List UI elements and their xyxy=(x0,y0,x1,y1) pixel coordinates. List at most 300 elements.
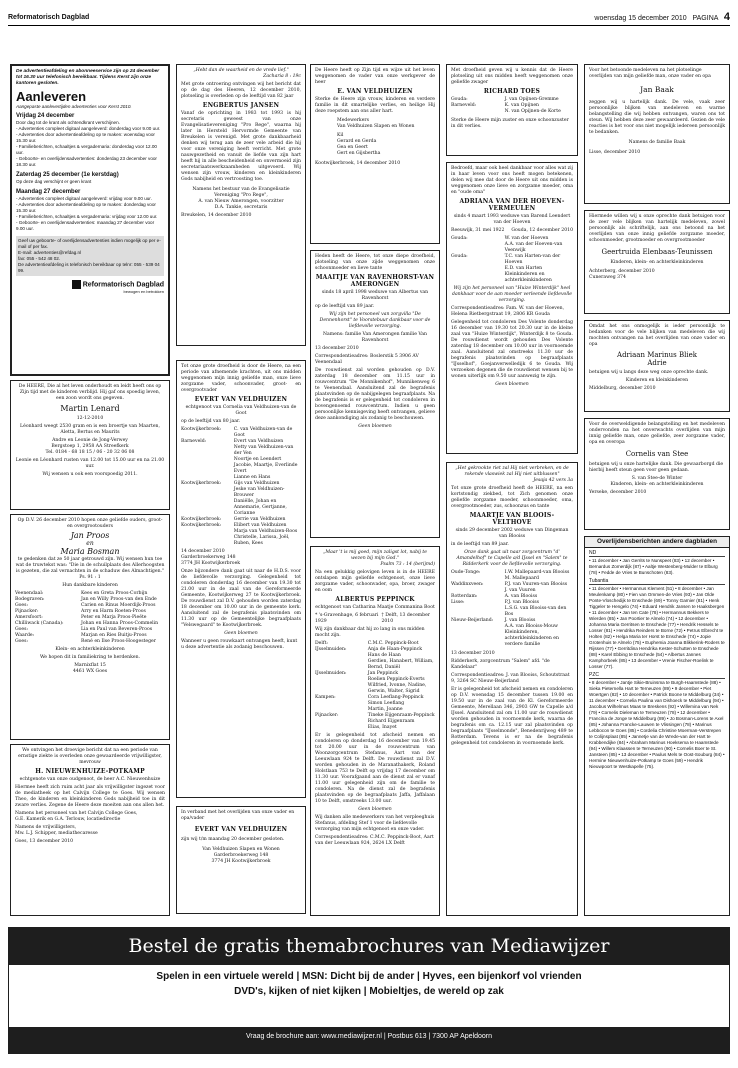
notice-text: Tot onze grote droefheid is door de Heere, na een periode van afnemende krachten, uit ons midden weggenomen mijn innig geliefde man, onze lieve zorgzame vader, schoonvader, groot- en overgrootvader xyxy=(181,364,301,393)
family-names: Peter en Marja Proos-Pieëte xyxy=(81,615,147,620)
family-place: Veenendaal: xyxy=(15,591,44,596)
notice-sign: Namens: familie Van Amerongen familie Van Ravenhorst xyxy=(323,332,427,343)
notice-line: Leonie en Léonhard rusten van 12.00 tot 15.00 uur en na 21.00 uur. xyxy=(15,458,165,469)
family-names: Simon Leeflang xyxy=(367,701,405,706)
family-names: René en Ilse Proos-Hoogesteger xyxy=(81,639,156,644)
notice-text: Met droefheid geven wij u kennis dat de Heere plotseling uit ons midden heeft weggenomen onze geliefde zwager xyxy=(451,68,573,85)
obituary-jansen xyxy=(176,64,306,346)
family-place xyxy=(181,499,234,517)
birth-death-line xyxy=(451,228,573,234)
family-names: I.W. Mallepaard-van Blooiss xyxy=(504,570,570,575)
family-row xyxy=(181,487,301,499)
notice-care: Wij zijn het personeel van "Huize Winterdijk" heel dankbaar voor de aan moeder verleende liefdevolle verzorging. xyxy=(452,286,572,303)
overview-nd-list: • 11 december • Jan Gerrits te Nunspeet (83) • 12 december • Bernardus Zomerdijk (87) • Aaltje Westenberg-Mulder te Elburg (78) • Fedde de Vries te Bunschoten (83). xyxy=(589,558,718,575)
family-names: A. van Blooiss xyxy=(504,594,538,599)
family-names: Gerdien, Hanabert, William, Bernd, Daniël xyxy=(367,659,434,670)
notice-text: Met grote ontroering ontvingen wij het bericht dat op de dag des Heeren, 12 december 2010, plotseling is overleden op de leeftijd van 82 jaar xyxy=(181,82,301,99)
family-names: Roelien Peppinck-Everts xyxy=(367,677,425,682)
family-place: Nieuw-Beijerland: xyxy=(451,618,494,623)
notice-sign: Kinderen, klein- en achterkleinkinderen xyxy=(610,482,704,487)
family-row xyxy=(451,254,573,266)
notice-sign: Gerard en Gerda xyxy=(337,139,377,144)
family-place: Amersfoort: xyxy=(15,615,43,620)
notice-line: Andre en Leonie de Jong-Verwey xyxy=(52,438,128,443)
overview-nd-tag: ND xyxy=(589,550,725,557)
family-row xyxy=(315,659,435,671)
notice-sign: Van Veldhuizen Slapen en Wonen xyxy=(337,124,415,129)
family-names: Arry en Harm Roeten-Proos xyxy=(81,609,146,614)
family-row xyxy=(451,109,573,115)
family-names: Kleinkinderen en achterkleinkinderen xyxy=(504,272,552,283)
info-title: Aanleveren xyxy=(16,89,87,104)
notice-born: * 's-Gravenhage, 6 februari 1929 xyxy=(315,613,379,624)
overview-tubantia-list: • 11 december • Hermannus Klement (51) • 8 december • Jan Meulenkamp (80) • Fien van Ommen-de Vries (93) • Jan Olde Ponte-Vloschedijk te Enschede (69) • Tonny Garnier (81) • Henk Tiggeler te Hengelo (74) • Eduard Hendrik Jansen te Haaksbergen • 11 december • Jan ten Cate (78) • Hermannus Bekkers te Wierden (85) • Jan Poortier te Almelo (74) • 12 december • Johanna Maria Gerritsen te Enschede (77) • Hendrik Hessels te Losser (81) • Hendrika Reinders te Borne (72) • Petrus Elbrecht te Holten (82) • Helga Maria ter Horst te Enschede (74) • Jopie Grotenhuis te Almelo (75) • Euphemia Joanna Blikkerink-Roders te Rijssen (77) • Gerritdina Hendrika Kester-Schutten te Enschede (88) • Karel Ebbing te Enschede (54) • Albertus Jannes Kamphorbeek (85) • 13 december • Vrenie Fischer-Roelink te Losser (77). xyxy=(589,586,725,669)
family-names: L.S.G. van Blooiss-van den Bos xyxy=(504,606,567,617)
family-place xyxy=(181,535,234,547)
notice-place: Achterberg, december 2010 xyxy=(589,269,655,274)
obituary-peppinck xyxy=(310,546,440,916)
family-names: Johan en Hanna Proos-Commelin xyxy=(81,621,159,626)
notice-date: 12-12-2010 xyxy=(76,416,104,421)
notice-name: EVERT VAN VELDHUIZEN xyxy=(194,826,288,833)
family-names: Jan en Willy Proos-van den Ende xyxy=(81,597,157,602)
overview-tubantia-tag: Tubantia xyxy=(589,578,725,585)
notice-text: In verband met het overlijden van onze vader en opa/vader xyxy=(181,810,295,821)
notice-city: 3774 JH Kootwijkerbroek xyxy=(181,561,241,566)
rd-logo-icon xyxy=(72,280,81,289)
notice-died: † Delft, 13 december 2010 xyxy=(381,613,430,624)
notice-thanks: Hun dankbare kinderen xyxy=(62,583,118,588)
ad-title: Bestel de gratis themabrochures van Mediawijzer xyxy=(128,935,610,957)
family-names: J. van Opijnen-Gremme xyxy=(504,97,559,102)
family-names: Jeske van Veldhuizen-Brouwer xyxy=(233,487,285,498)
notice-body: Onze bijzondere dank gaat uit naar de H.D.S. voor de liefdevolle verzorging. Gelegenheid tot condoleren donderdag 16 december van 19.30 tot 21.00 uur in de zaal van de Gereformeerde Gemeente, Kootwijkerweg 27 te Kootwijkerbroek. De rouwdienst zal D.V. gehouden worden zaterdag 18 december om 10.00 uur in de gemeente kerk. Aansluitend zal de begrafenis plaatsvinden om 11.30 uur op de Gemeentelijke begraafplaats "Velswegaard" te Kootwijkerbroek. xyxy=(181,569,301,628)
notice-name: Geertruida Elenbaas-Teunissen xyxy=(601,248,713,256)
notice-grand: Klein- en achterkleinkinderen xyxy=(55,647,125,652)
family-place xyxy=(451,272,505,284)
family-place: Rotterdam: xyxy=(451,594,478,599)
notice-text: Omdat het ons onmogelijk is ieder persoonlijk te bedanken voor de vele blijken van medeleven die wij mochten ontvangen na het overlijden van onze vader en opa xyxy=(589,324,725,347)
family-names: Martin, Joanne xyxy=(367,707,403,712)
notice-text: Bedroefd, maar ook heel dankbaar voor alles wat zij in haar leven voor ons heeft mogen betekenen, delen wij mee dat door de Heere uit ons midden is weggenomen onze lieve en zorgzame moeder, oma en "oude oma" xyxy=(451,166,573,195)
notice-name: Jan Proos xyxy=(70,531,110,540)
notice-body: Sterke de Heere mijn zuster en onze schoonzuster in dit verlies. xyxy=(451,118,569,129)
family-place: Pijnacker: xyxy=(15,609,39,614)
notice-note: Wij danken alle medewerkers van het verpleeghuis Stefanus, afdeling Stef 1 voor de liefdevolle verzorging van mijn echtgenoot en onze vader. xyxy=(315,815,435,832)
family-place: Waarde: xyxy=(15,633,35,638)
notice-name: Martin Lenard xyxy=(60,404,120,413)
notice-name: MAARTJE VAN BLOOIS-VELTHOVE xyxy=(469,512,555,526)
info-line: - Geboorte- en overlijdensadvertenties: donderdag 23 december voor 18.30 uur. xyxy=(16,156,157,167)
notice-name: RICHARD TOES xyxy=(483,88,541,95)
family-row xyxy=(451,242,573,254)
family-names: Daniëlle, Johan en Annemarie, Gertjanne, Corianne xyxy=(233,499,287,516)
notice-sub: echtgenoot van Cornelia van Veldhuizen-van de Goot xyxy=(185,405,297,416)
notice-name: E. VAN VELDHUIZEN xyxy=(337,88,413,95)
notice-date: 13 december 2010 xyxy=(315,346,359,351)
info-section-head: Maandag 27 december xyxy=(16,189,81,195)
notice-sign: Gert en Gijsbertha xyxy=(337,151,381,156)
family-names: Gijs van Veldhuizen xyxy=(233,481,280,486)
obituary-toes xyxy=(446,64,578,156)
family-place: Oude-Tonge: xyxy=(451,570,481,575)
family-place: Kampen: xyxy=(315,695,336,700)
notice-sign: Namens het bestuur van de Evangelisatie Vereniging "Pro Rege", xyxy=(192,187,290,198)
notice-quote: „Maar 't is mij goed, mijn zaligst lot, nabij te wezen bij mijn God." xyxy=(323,550,427,561)
birth-notice-lenard xyxy=(10,380,170,510)
notice-text: De HEERE, Die al het leven onderhoudt en leidt heeft ons op Zijn tijd met de kinderen verblijd. Hij gaf ons spoedig leven, een zoon wordt ons gegeven. xyxy=(18,384,162,401)
family-place xyxy=(315,725,368,731)
family-row xyxy=(451,630,573,648)
notice-name: EVERT VAN VELDHUIZEN xyxy=(194,396,288,403)
notice-sub: echtgenoot van Catharina Maatje Commanina Boot xyxy=(315,605,435,610)
family-row xyxy=(181,499,301,517)
notice-flowers: Geen bloemen xyxy=(358,424,392,429)
family-row xyxy=(15,639,165,645)
notice-sign: D.A. Tankie, secretaris xyxy=(214,205,268,210)
family-place: Goes: xyxy=(15,627,29,632)
notice-flowers: Geen bloemen xyxy=(224,631,258,636)
notice-sub: sinds 29 december 2002 weduwe van Dingeman van Blooiss xyxy=(455,528,569,539)
family-place: IJsselmuiden: xyxy=(315,647,347,652)
family-place xyxy=(451,109,505,115)
notice-care: Wij zijn het personeel van zorgvilla "De Dennenhorst" te Voorstebuur dankbaar voor de liefdevolle verzorging. xyxy=(319,312,431,329)
family-names: C. van Veldhuizen-van de Goot xyxy=(233,427,293,438)
family-names: Tineke Eijgenraam-Peppinck xyxy=(367,713,435,718)
family-names: M. Mallepaard xyxy=(504,576,539,581)
rd-logo xyxy=(16,280,164,295)
family-row xyxy=(181,535,301,547)
notice-text: Tot onze grote droefheid heeft de HEERE, na een kortstondig ziekbed, tot Zich genomen onze geliefde zorgzame moeder, schoonmoeder, oma, overgrootmoeder, zus, schoonzus en tante xyxy=(451,486,573,509)
notice-address: Cuneraweg 374 xyxy=(589,275,626,280)
family-place: Chilliwack (Canada): xyxy=(15,621,64,626)
family-names: T.C. van Harten-van der Hoeven xyxy=(504,254,561,265)
notice-text: Na een gelukkig gelovigen leven is in de HEERE ontslapen mijn geliefde echtgenoot, onze lieve zorgzame vader, schoonvader, opa, broer, zwager en oom xyxy=(315,570,435,593)
notice-line: Bergstoep 1, 2958 AA Streefkerk xyxy=(51,444,129,449)
family-names: J. van Vuuren xyxy=(504,588,536,593)
notice-place: Breukelen, 14 december 2010 xyxy=(181,213,252,218)
family-row xyxy=(181,427,301,439)
family-names: J. van Blooiss xyxy=(504,618,536,623)
family-list xyxy=(451,570,573,648)
notice-body: Er is gelegenheid tot afscheid nemen en condoleren op D.V. woensdag 15 december tussen 19.00 en 19.50 uur in de zaal van de Kl. Gereformeerde Gemeente, Merellaan 346, 2903 GW te Capelle a/d IJssel. Aansluitend zal om 11.00 uur de rouwdienst worden gehouden in voornoemde kerk, waarna de begrafenis om ca. 12.15 uur zal plaatsvinden op begraafplaats "IJsselmonde", Benedenrijweg 489 te Rotterdam. Tevens is er na de begrafenis gelegenheid tot condoleren in voornoemde kerk. xyxy=(451,687,573,746)
notice-sign: S. van Stee-de Winter xyxy=(631,476,683,481)
info-line: - Familieberichten, schaaltjes & vergadernaria: vrijdag voor 12.00 uur. xyxy=(16,214,158,219)
info-line: - Advertenties door advertentieafdeling op te maken: woensdag voor 15.30 uur. xyxy=(16,132,155,143)
notice-sign: Kinderen, klein- en achterkleinkinderen xyxy=(610,260,704,265)
mediawijzer-ad[interactable] xyxy=(8,927,730,1054)
info-intro: De advertentieafdeling en abonneeservice zijn op 24 december tot 16.30 uur telefonisch bereikbaar. Tijdens Kerst zijn onze kantoren gesloten. xyxy=(16,69,160,86)
overview-title: Overlijdensberichten andere dagbladen xyxy=(585,537,729,548)
notice-and: en xyxy=(86,540,94,547)
family-row xyxy=(315,683,435,695)
family-place: Pijnacker: xyxy=(315,713,339,718)
notice-sign: A. van Nieuw Amerongen, voorzitter xyxy=(198,199,284,204)
notice-address: Marnixflat 15 xyxy=(74,663,106,668)
notice-body: betuigen wij u langs deze weg onze oprechte dank. xyxy=(589,370,709,375)
family-place: Gouda: xyxy=(451,97,468,102)
notice-body: De rouwdienst zal worden gehouden op D.V. zaterdag 18 december om 11.15 uur in rouwcentrum "De Monnikenhof", Munnikenweg 6 te Veenendaal. Aansluitend zal de begrafenis plaatsvinden op de nabijgelegen begraafplaats. Na de begrafenis is er gelegenheid tot condoleren in bovengenoemd rouwcentrum. Indien u geen persoonlijke kennisgeving heeft ontvangen, gelieve deze aankondiging als zodanig te beschouwen. xyxy=(315,368,435,421)
family-place: Lisse: xyxy=(451,600,465,605)
info-line: - Advertenties compleet digitaal aangeleverd: donderdag voor 9.00 uur. xyxy=(16,126,161,131)
family-place: Kootwijkerbroek: xyxy=(181,517,222,522)
family-names: W. van der Hoeven xyxy=(504,236,549,241)
info-line: Door dag tot de krant als ochtendkrant verschijnen. xyxy=(16,120,120,125)
family-names: A.A. van der Hoeven-van Veenwijk xyxy=(504,242,563,253)
contact-line: Geef uw geboorte- of overlijdensadvertenties indien mogelijk op per e-mail of per fax. xyxy=(18,238,161,249)
family-names: Cora Leeflang-Peppinck xyxy=(367,695,424,700)
notice-sign: Namens de vrijwilligsters, xyxy=(15,825,77,830)
rd-logo-text: Reformatorisch Dagblad xyxy=(82,281,164,289)
family-place xyxy=(451,242,505,254)
family-place xyxy=(451,630,505,648)
notice-address: Correspondentieadres: Boslerstik 5 3906 AV Veenendaal xyxy=(315,354,419,365)
notice-ref: Zacharia 8 : 19c xyxy=(263,74,301,79)
notice-died: Gouda, 12 december 2010 xyxy=(511,228,573,233)
notice-text: Voor het betoonde medeleven na het plotselinge overlijden van mijn geliefde man, onze vader en opa xyxy=(589,68,711,79)
overview-pzc-list: • 8 december • Jantje Sikie-Bruinsma te Burgh-Haamstede (88) • Sieka Pieternella Hart te Terneuzen (89) • 9 december • Piet Woertgen (82) • 10 december • Patrick Boone te Middelburg (34) • 11 december • Cornelia Paulina van Dishoeck te Middelburg (94) • Jacobus Wilhelmus Maas te Breskens (92) • Willemina van Nek (79) • Cornelis Dieleman te Terneuzen (78) • 12 december • Francina de Jonge te Middelburg (89) • Jo Bosman-Lorens te Axel (85) • Johanna Francke-Lauwen te Vlissingen (78) • Marinus Lebbocon te Goes (85) • Cordelia Christine Moerman-Verstrepen te Colijnsplaat (85) • Jannetje van de Wrede-van der Hart te Krabbendijke (84) • Abraham Marinus Hoeksema te Haamstede (94) • Willem Klaassen te Terneuzen (90) • Cornelis Boer te St. Jansteen (85) • 13 december • Paulus Mels te Oost-Souburg (84) • Hermine Nieuwenhuize-Potkamp te Goes (59) • Hendrik Nieuwpoort te Westkapelle (75). xyxy=(589,680,725,769)
ad-topic-line: Spelen in een virtuele wereld | MSN: Dicht bij de ander | Hyves, een bijenkorf vol vrienden xyxy=(156,971,582,982)
family-names: Wilfried, Ivonne, Nadine, Gerwin, Walter, Sigrid xyxy=(367,683,427,694)
contact-line: De advertentieafdeling is telefonisch bereikbaar op telnr: 055 - 539 04 99. xyxy=(18,262,160,273)
notice-flowers: Geen bloemen xyxy=(495,382,529,387)
family-place xyxy=(451,606,505,618)
family-place: Delft: xyxy=(315,641,328,646)
family-place: Kootwijkerbroek: xyxy=(181,427,222,432)
closing-notice-veldhuizen xyxy=(176,806,306,914)
notice-body: betuigen wij u onze hartelijke dank. Die gewaarborgd die hierbij heeft steun geen voor geen gedaan. xyxy=(589,462,724,473)
family-place: Bodegraven: xyxy=(15,597,45,602)
info-box-aanleveren xyxy=(10,64,170,376)
notice-address: Garderbroekerweg 148 xyxy=(213,853,269,858)
obituary-velthove xyxy=(446,462,578,916)
notice-sign: Gea en Geert xyxy=(337,145,368,150)
family-place xyxy=(181,445,234,457)
notice-date: 13 december 2010 xyxy=(451,651,495,656)
family-names: P.J. van Vuuren-van Blooiss xyxy=(504,582,568,587)
notice-sign: Namens het personeel van het Calvijn College Goes, xyxy=(15,811,138,816)
family-names: Kees en Greta Proos-Corbijn xyxy=(81,591,148,596)
notice-line: Léonhard weegt 2530 gram en is een broertje van Maarten, Aletta, Bertus en Maurits xyxy=(20,424,160,435)
notice-home: We hopen dit in familiekring te herdenken. xyxy=(39,655,141,660)
notice-address: Correspondentieadres: C.M.C. Peppinck-Boot, Aart van der Leeuwlaan 924, 2624 LX Delft xyxy=(315,835,434,846)
notice-sub: sinds 18 april 1998 weduwe van Albertus van Ravenhorst xyxy=(321,290,429,301)
notice-text: Voor de overweldigende belangstelling en het medeleven ondervonden na het onverwachts overlijden van mijn innig geliefde man, onze geliefde, zeer zorgzame vader, opa en overopa xyxy=(589,422,725,445)
notice-wish: Wij zijn dankbaar dat hij zo lang in ons midden mocht zijn. xyxy=(315,627,425,638)
notice-sign: Van Veldhuizen Slapen en Wonen xyxy=(202,847,280,852)
notice-text: te gedenken dat ze 50 jaar getrouwd zijn. Wij wensen hun toe wat de truwtekst was: "Die in de schuilplaats des Allerhoogsten is gezeten, die zal vernachten in de schaduw des Almachtigen." Ps. 91 : 1 xyxy=(15,557,165,580)
notice-sign: Kil xyxy=(337,133,344,138)
page-info xyxy=(594,11,730,23)
overview-pzc-tag: PZC xyxy=(589,672,725,679)
family-names: Marja van Veldhuizen-Roos xyxy=(233,529,298,534)
family-row xyxy=(315,725,435,731)
notice-name: H. NIEUWENHUIZE-POTKAMP xyxy=(35,768,145,775)
obituary-e-veldhuizen xyxy=(310,64,440,244)
anniversary-notice-proos xyxy=(10,514,170,740)
notice-body: Er is gelegenheid tot afscheid nemen en condoleren op donderdag 16 december van 19.45 tot 20.00 uur in de rouwcentrum van Woonzorgcentrum Stefanus, Aart van der Leeuwlaan 924 te Delft. De rouwdienst zal D.V. worden gehouden in de Maranathakerk, Roland Holstlaan 753 te Delft op vrijdag 17 december om 11.30 uur. Voorafgaand aan de dienst zal er vanaf 11.00 uur gelegenheid zijn om de familie te condoleren. Na de dienst zal de begrafenis plaatsvinden op de begraafplaats Jaffa, Jaffalaan 10 te Delft, omstreeks 13.00 uur. xyxy=(315,733,435,804)
notice-text: zijn wij t/m maandag 20 december gesloten. xyxy=(181,837,285,842)
notice-line: Wij wensen u ook een voorspoedig 2011. xyxy=(42,472,138,477)
family-place: Waddinxveen: xyxy=(451,582,484,587)
notice-sub: echtgenote van onze oudgenoot, de heer A.C. Nieuwenhuize xyxy=(19,777,161,782)
sign-list xyxy=(315,118,435,157)
notice-sign: Kinderen en kleinkinderen xyxy=(625,378,689,383)
family-place: Goes: xyxy=(15,603,29,608)
notice-place: Lisse, december 2010 xyxy=(589,150,641,155)
family-names: Marjan en Ries Buitju-Proos xyxy=(81,633,147,638)
notice-body: Vanaf de oprichting in 1983 tot 1993 is hij secretaris geweest van onze Evangelisatievereniging "Pro Rege", waarna hij later in Hersteld Hervormde Gemeente van Breukelen is verenigd. Met grote dankbaarheid denken wij terug aan de zeer vele arbeid die hij voor onze vereniging heeft verricht. Met grote nauwgezetheid en vanuit de liefde van zijn hart heeft hij in alle bescheidenheid en onvermoeid zijn secretariaatswerkzaamheden uitgevoerd. Wij wensen zijn vrouw, kinderen en kleinkinderen Gods nabijheid en vertroosting toe. xyxy=(181,111,301,182)
notice-sign: Namens de familie Baak xyxy=(628,140,686,145)
notice-address: Correspondentieadres: Fam. W. van der Hoeven, Helena Rietbergstraat 19, 2806 KR Gouda xyxy=(451,306,565,317)
notice-city: 4461 WX Goes xyxy=(72,669,108,674)
notice-text: Hiermede willen wij u onze oprechte dank betuigen voor de zeer vele blijken van hartelijk medeleven, zowel persoonlijk als schriftelijk, aan ons betoond na het overlijden van onze innig geliefde zorgzame moeder, schoonmoeder, grootmoeder en overgrootmoeder xyxy=(589,214,725,243)
family-row xyxy=(451,606,573,618)
obituary-amerongen xyxy=(310,250,440,538)
notice-name: Adrie xyxy=(647,359,667,367)
notice-name: ADRIANA VAN DER HOEVEN-VERMEULEN xyxy=(459,198,565,212)
info-line: - Geboorte- en overlijdensadvertenties: maandag 27 december voor 9.00 uur. xyxy=(16,220,155,231)
notice-name: Maria Bosman xyxy=(60,547,120,556)
notice-text: We ontvingen het droevige bericht dat na een periode van ernstige ziekte is overleden onze gewaardeerde vrijwilligster, mevrouw xyxy=(18,748,162,765)
notice-body: zeggen wij u hartelijk dank. De vele, vaak zeer persoonlijke blijken van medeleven en warme belangstelling die wij hebben ontvangen, waren ons tot steun. Wij hebben deze zeer gewaardeerd. Gezien de vele reacties is het voor ons niet mogelijk iedereen persoonlijk te bedanken. xyxy=(589,100,725,135)
obituary-hoeven xyxy=(446,162,578,454)
family-names: E.D. van Harten xyxy=(504,266,543,271)
family-names: Gerrie van Veldhuizen xyxy=(233,517,286,522)
family-list xyxy=(451,97,573,115)
family-place: Gouda: xyxy=(451,254,468,259)
notice-place: Goes, 13 december 2010 xyxy=(15,839,74,844)
family-place: Kootwijkerbroek: xyxy=(181,523,222,528)
family-place: Goes: xyxy=(15,639,29,644)
family-place: Gouda: xyxy=(451,236,468,241)
notice-body: Gelegenheid tot condoleren Des Volente donderdag 16 december van 19.30 tot 20.30 uur in de kleine zaal van "Huize Winterdijk", Winterdijk 8 te Gouda. De rouwdienst wordt gehouden Des Volente zaterdag 18 december om 10.00 uur in voornoemde zaal. Aansluitend zal omstreeks 11.30 uur de begrafenis plaatsvinden op begraafplaats "IJsselhof", Goejanverwelledijk 6 te Gouda. Wij verzoeken degenen die de rouwdienst wensen bij te wonen uiterlijk om 9.50 uur aanwezig te zijn. xyxy=(451,320,573,379)
family-names: Hans de Haan xyxy=(367,653,401,658)
notice-place: Yerseke, december 2010 xyxy=(589,490,647,495)
family-names: Evert van Veldhuizen xyxy=(233,439,284,444)
family-row xyxy=(181,445,301,457)
thanks-baak xyxy=(584,64,730,204)
ad-footer[interactable]: Vraag de brochure aan: www.mediawijzer.nl | Postbus 613 | 7300 AP Apeldoorn xyxy=(245,1033,493,1040)
info-line: - Advertenties door advertentieafdeling op te maken: donderdag voor 15.30 uur. xyxy=(16,202,156,213)
contact-line: E-mail: advertenties@refdag.nl xyxy=(18,250,82,255)
family-names: Elibert van Veldhuizen xyxy=(233,523,287,528)
notice-born: Reeuwijk, 31 mei 1922 xyxy=(451,228,505,233)
family-row xyxy=(451,272,573,284)
notice-text: Heden heeft de Heere, tot onze diepe droefheid, plotseling van onze zijde weggenomen onze schoonmoeder en lieve tante xyxy=(315,254,435,271)
birth-death-line xyxy=(315,613,435,625)
page-number: 4 xyxy=(723,11,730,23)
notice-ref: Psalm 73 : 14 (berijmd) xyxy=(380,562,435,567)
info-section-head: Vrijdag 24 december xyxy=(16,113,75,119)
thanks-bliek xyxy=(584,320,730,412)
contact-line: fax: 055 - 542 48 02. xyxy=(18,256,61,261)
ad-topics xyxy=(8,964,730,1028)
family-names: Lianne en Hans xyxy=(233,475,271,480)
notice-name: ENGBERTUS JANSEN xyxy=(202,102,280,109)
family-list xyxy=(451,236,573,284)
family-names: Richard Eijgenraam xyxy=(367,719,415,724)
notice-address: Correspondentieadres: J. van Blooiss, Schoutstraat 9, 3264 SC Nieuw-Beijerland xyxy=(451,673,570,684)
notice-age: in de leeftijd van 89 jaar. xyxy=(451,542,509,547)
info-line: - Familieberichten, schaaltjes & vergadernaria: donderdag voor 12.00 uur. xyxy=(16,144,157,155)
family-row xyxy=(181,457,301,469)
family-names: Jan Peppinck xyxy=(367,671,399,676)
notice-sign: Medewerkers xyxy=(337,118,369,123)
family-names: A.A. van Blooiss-Mouw xyxy=(504,624,558,629)
notice-place: Middelburg, december 2010 xyxy=(589,386,656,391)
info-line: - Advertenties compleet digitaal aangeleverd: vrijdag voor 9.00 uur. xyxy=(16,196,152,201)
obituary-evert-veldhuizen xyxy=(176,360,306,798)
info-section-head: Zaterdag 25 december (1e kerstdag) xyxy=(16,172,119,178)
info-line: Op deze dag verschijnt er geen krant xyxy=(16,179,92,184)
family-place xyxy=(315,683,368,695)
family-place xyxy=(315,659,368,671)
family-names: C.M.C. Peppinck-Boot xyxy=(367,641,419,646)
family-names: Evert xyxy=(233,469,247,474)
notice-age: op de leeftijd van 89 jaar. xyxy=(315,304,375,309)
thanks-stee xyxy=(584,418,730,530)
family-names: Elias, Inayet xyxy=(367,725,397,730)
info-subtitle: Aangepaste aanlevertijden advertenties voor Kerst 2010. xyxy=(16,104,132,109)
family-names: Anja de Haan-Peppinck xyxy=(367,647,423,652)
issue-date: woensdag 15 december 2010 xyxy=(594,15,687,22)
family-names: Kleinkinderen, achterkleinkinderen en verdere familie xyxy=(504,630,559,647)
family-place: Kootwijkerbroek: xyxy=(181,481,222,486)
notice-name: MAAITJE VAN RAVENHORST-VAN AMERONGEN xyxy=(315,274,435,288)
family-names: Christelle, Larissa, Joël, Ruben, Kees xyxy=(233,535,290,546)
notice-place: Kootwijkerbroek, 14 december 2010 xyxy=(315,161,401,166)
family-place xyxy=(181,487,234,499)
notice-body: Hiermee heeft zich ruim acht jaar als vrijwilligster ingezet voor de mediatheek op het Calvijn College te Goes. Wij wensen Theo, de kinderen en kleinkinderen Gods nabijheid toe in dit zware verlies. Zegene de Heere deze moeiten aan ons allen het. xyxy=(15,785,165,808)
paper-name: Reformatorisch Dagblad xyxy=(8,14,90,21)
info-contact xyxy=(16,236,164,276)
masthead xyxy=(8,11,730,26)
family-names: K. van Opijnen xyxy=(504,103,540,108)
notice-city: 3774 JH Kootwijkerbroek xyxy=(211,859,271,864)
family-place: Barneveld: xyxy=(181,439,207,444)
obituary-overview xyxy=(584,536,730,916)
page-label: PAGINA xyxy=(692,15,719,22)
notice-body: Sterke de Heere zijn vrouw, kinderen en verdere familie in dit smartelijke verlies, en heilige Hij deze roepstem aan ons aller hart. xyxy=(315,97,435,114)
notice-line: Tel. 0184 - 68 18 15 / 06 - 20 32 06 08 xyxy=(45,450,135,455)
notice-flowers: Geen bloemen xyxy=(358,807,392,812)
notice-sub: sinds 4 maart 1993 weduwe van Barend Leendert van der Hoeven xyxy=(453,214,571,225)
notice-quote: „Hebt dan de waarheid en de vrede lief." xyxy=(193,68,289,73)
notice-care: Onze dank gaat uit naar zorgcentrum "d' Amandelhof" te Capelle a/d IJssel en "Salem" te Ridderkerk voor de liefdevolle verzorging. xyxy=(456,550,568,567)
family-list xyxy=(315,641,435,731)
notice-ref: Jesaja 42 vers 3a xyxy=(533,478,573,483)
family-names: Noortje en Leendert Jacobie, Maartje, Everlinde xyxy=(233,457,298,468)
ad-topic-line: DVD's, kijken of niet kijken | Mobieltjes, de wereld op zak xyxy=(234,986,504,997)
family-names: P.J. van Blooiss xyxy=(504,600,540,605)
obituary-potkamp xyxy=(10,744,170,916)
family-list xyxy=(181,427,301,547)
family-list xyxy=(15,591,165,645)
notice-quote: „Het gekrookte riet zal Hij niet verbreken, en de rokende vlaswiek zal Hij niet uitblussen" xyxy=(455,466,569,477)
notice-date: 14 december 2010 xyxy=(181,549,225,554)
rd-logo-sub: bewogen en betrokken xyxy=(123,289,164,294)
family-place: Barneveld: xyxy=(451,103,477,108)
family-names: Lia en Paul van Beveren-Proos xyxy=(81,627,153,632)
notice-age: op de leeftijd van 80 jaar. xyxy=(181,419,241,424)
notice-note: Wanneer u geen rouwkaart ontvangen heeft, kunt u deze advertentie als zodanig beschouwen. xyxy=(181,639,298,650)
notice-sign: G.E. Kamerik en G.A. Terlouw, locatiedirectie xyxy=(15,817,121,822)
notice-name: Cornelis van Stee xyxy=(625,450,689,458)
family-names: N. van Opijnen-de Korte xyxy=(504,109,561,114)
notice-name: Adriaan Marinus Bliek xyxy=(617,351,697,359)
notice-place: Ridderkerk, zorgcentrum "Salem" afd. "de Kandelaar" xyxy=(451,659,550,670)
